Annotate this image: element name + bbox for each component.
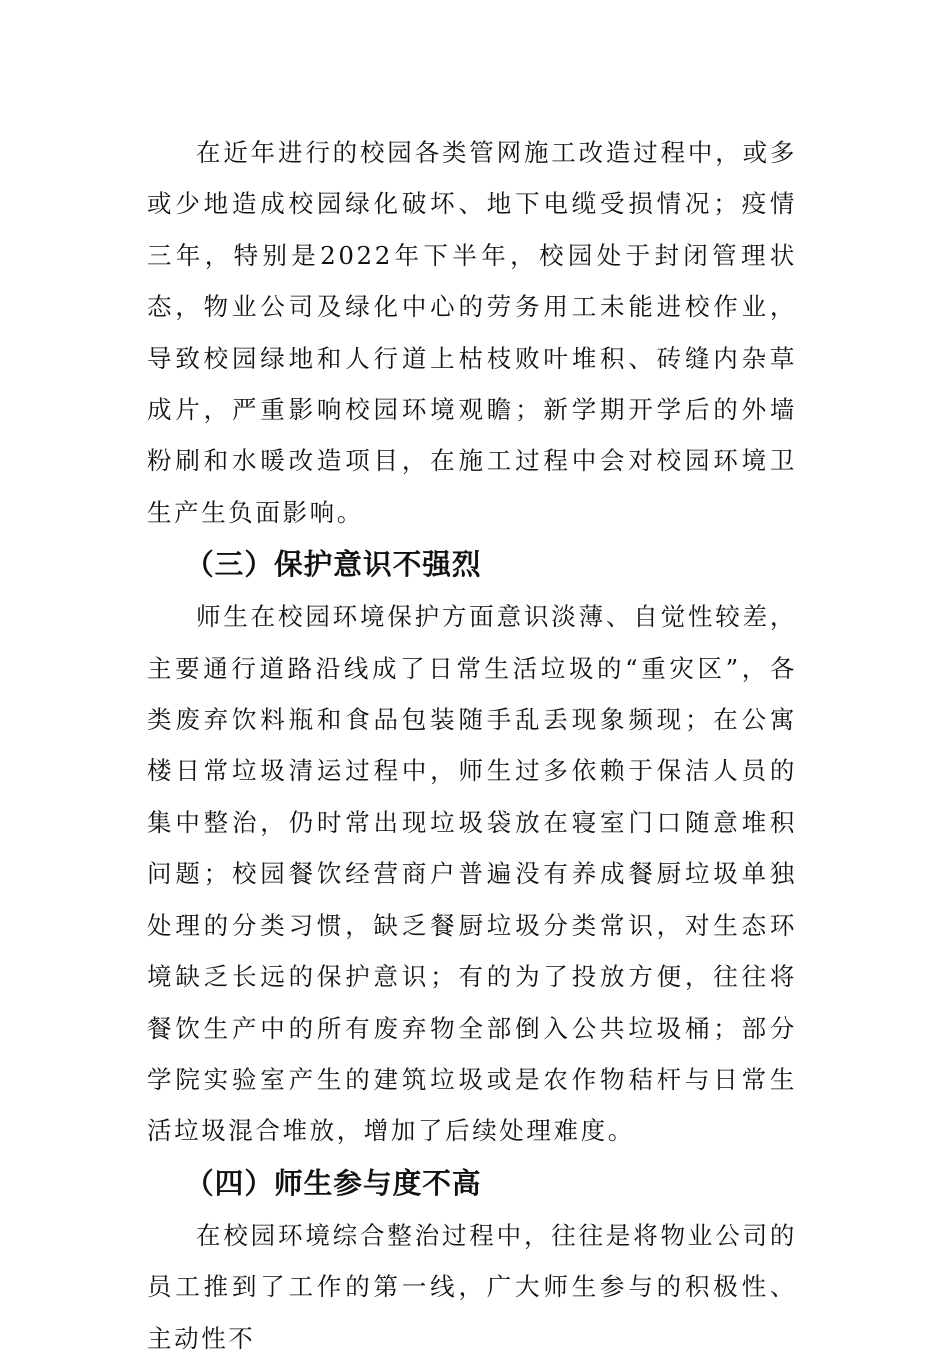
section-heading-protection-awareness: （三）保护意识不强烈 bbox=[185, 547, 482, 582]
section-heading-participation: （四）师生参与度不高 bbox=[185, 1165, 482, 1200]
paragraph-protection-awareness: 师生在校园环境保护方面意识淡薄、自觉性较差，主要通行道路沿线成了日常生活垃圾的“重灾区”，各类废弃饮料瓶和食品包装随手乱丢现象频现；在公寓楼日常垃圾清运过程中，师生过多依赖于保洁人员的集中整治，仍时常出现垃圾袋放在寝室门口随意堆积问题；校园餐饮经营商户普遍没有养成餐厨垃圾单独处理的分类习惯，缺乏餐厨垃圾分类常识，对生态环境缺乏长远的保护意识；有的为了投放方便，往往将餐饮生产中的所有废弃物全部倒入公共垃圾桶；部分学院实验室产生的建筑垃圾或是农作物秸杆与日常生活垃圾混合堆放，增加了后续处理难度。 bbox=[147, 602, 797, 1146]
paragraph-participation: 在校园环境综合整治过程中，往往是将物业公司的员工推到了工作的第一线，广大师生参与的积极性、主动性不 bbox=[147, 1220, 797, 1353]
document-body bbox=[147, 127, 797, 1364]
paragraph-construction-impact: 在近年进行的校园各类管网施工改造过程中，或多或少地造成校园绿化破坏、地下电缆受损情况；疫情三年，特别是2022年下半年，校园处于封闭管理状态，物业公司及绿化中心的劳务用工未能进校作业，导致校园绿地和人行道上枯枝败叶堆积、砖缝内杂草成片，严重影响校园环境观瞻；新学期开学后的外墙粉刷和水暖改造项目，在施工过程中会对校园环境卫生产生负面影响。 bbox=[147, 138, 797, 527]
